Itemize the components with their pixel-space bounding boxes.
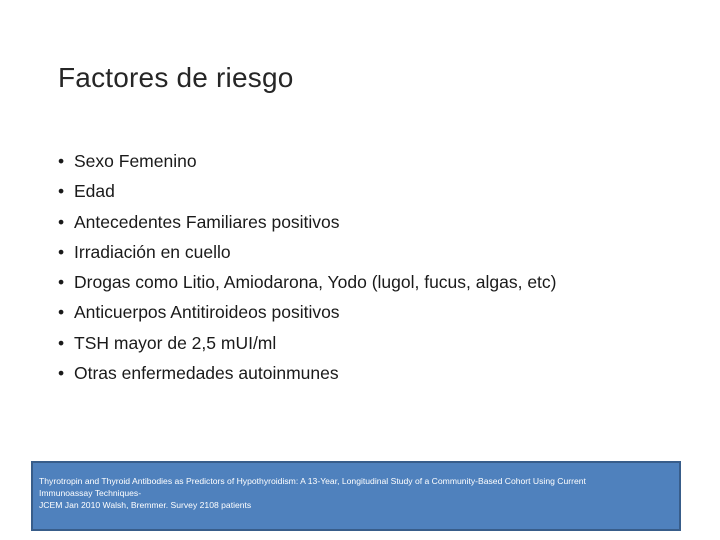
risk-factor-list [58,146,557,388]
slide-title: Factores de riesgo [58,62,294,93]
list-item-text: Anticuerpos Antitiroideos positivos [74,302,340,323]
list-item-text: Irradiación en cuello [74,241,231,262]
reference-box [31,461,681,531]
list-item-text: Otras enfermedades autoinmunes [74,363,339,384]
list-item [58,237,557,267]
list-item [58,328,557,358]
bullet-icon: • [58,151,65,171]
list-item-text: Edad [74,181,115,202]
reference-line-1: Thyrotropin and Thyroid Antibodies as Predictors of Hypothyroidism: A 13-Year, Longitudinal Study of a Community-Based Cohort Using Current [39,476,586,486]
bullet-icon: • [58,302,65,323]
bullet-icon: • [58,332,65,353]
bullet-icon: • [58,181,65,202]
bullet-icon: • [58,272,65,293]
reference-line-3: JCEM Jan 2010 Walsh, Bremmer. Survey 2108 patients [39,500,252,510]
list-item-text: Sexo Femenino [74,151,197,171]
list-item-text: Antecedentes Familiares positivos [74,211,340,232]
list-item [58,146,557,176]
list-item [58,207,557,237]
list-item [58,297,557,327]
list-item [58,267,557,297]
bullet-icon: • [58,211,65,232]
reference-line-2: Immunoassay Techniques- [39,488,142,498]
bullet-icon: • [58,241,65,262]
bullet-icon: • [58,363,65,384]
list-item-text: TSH mayor de 2,5 mUI/ml [74,332,277,353]
list-item-text: Drogas como Litio, Amiodarona, Yodo (lugol, fucus, algas, etc) [74,272,557,293]
list-item [58,176,557,206]
list-item [58,358,557,388]
